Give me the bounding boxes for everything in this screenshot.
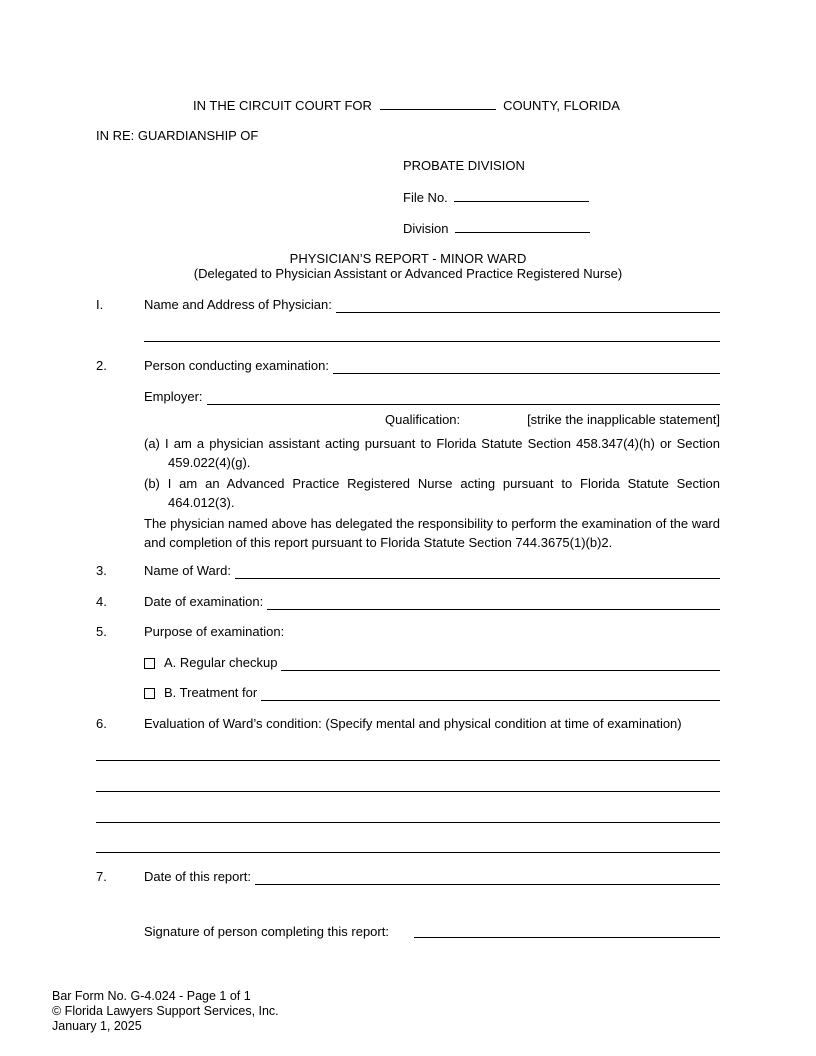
ward-name-field[interactable]	[235, 565, 720, 579]
physician-name-label: Name and Address of Physician:	[144, 297, 332, 312]
file-no-field[interactable]	[454, 189, 589, 202]
treatment-row	[144, 685, 720, 701]
employer-label: Employer:	[144, 389, 203, 404]
evaluation-label: Evaluation of Ward’s condition: (Specify mental and physical condition at time of examination)	[144, 716, 682, 731]
item-4-number: 4.	[96, 594, 107, 609]
item-1-number: I.	[96, 297, 104, 312]
regular-checkup-field[interactable]	[281, 657, 720, 671]
court-prefix: IN THE CIRCUIT COURT FOR	[193, 98, 372, 113]
exam-date-label: Date of examination:	[144, 594, 264, 609]
qualification-a: (a) I am a physician assistant acting pursuant to Florida Statute Section 458.347(4)(h) or Section 459.022(4)(g).	[144, 436, 720, 470]
item-7-number: 7.	[96, 869, 107, 884]
report-title: PHYSICIAN’S REPORT - MINOR WARD	[289, 251, 527, 266]
form-number: Bar Form No. G-4.024 - Page 1 of 1	[52, 989, 251, 1003]
regular-checkup-row	[144, 655, 720, 671]
court-heading	[193, 97, 620, 114]
county-field[interactable]	[380, 97, 496, 110]
exam-date-row	[144, 594, 720, 610]
employer-field[interactable]	[207, 391, 720, 405]
evaluation-line-2[interactable]	[96, 791, 720, 792]
treatment-field[interactable]	[261, 687, 720, 701]
regular-checkup-checkbox[interactable]	[144, 658, 155, 669]
physician-address-field[interactable]	[144, 341, 720, 342]
examiner-row	[144, 358, 720, 374]
item-5-number: 5.	[96, 624, 107, 639]
physician-name-row	[144, 297, 720, 313]
evaluation-line-3[interactable]	[96, 822, 720, 823]
signature-label: Signature of person completing this report:	[144, 924, 389, 939]
form-date: January 1, 2025	[52, 1019, 142, 1033]
report-subtitle: (Delegated to Physician Assistant or Advanced Practice Registered Nurse)	[193, 266, 623, 281]
report-date-field[interactable]	[255, 871, 720, 885]
report-date-label: Date of this report:	[144, 869, 251, 884]
physician-name-field[interactable]	[336, 299, 720, 313]
qualification-b: (b) I am an Advanced Practice Registered Nurse acting pursuant to Florida Statute Section 464.012(3).	[144, 476, 720, 510]
examiner-label: Person conducting examination:	[144, 358, 330, 373]
evaluation-line-1[interactable]	[96, 760, 720, 761]
treatment-label: B. Treatment for	[164, 685, 258, 700]
item-6-number: 6.	[96, 716, 107, 731]
employer-row	[144, 389, 720, 405]
ward-name-label: Name of Ward:	[144, 563, 231, 578]
qualification-label: Qualification:	[385, 412, 461, 427]
copyright: © Florida Lawyers Support Services, Inc.	[52, 1004, 279, 1018]
regular-checkup-label: A. Regular checkup	[164, 655, 278, 670]
strike-note: [strike the inapplicable statement]	[527, 412, 720, 427]
division-field[interactable]	[455, 220, 590, 233]
qualification-options	[144, 434, 720, 552]
court-suffix: COUNTY, FLORIDA	[503, 98, 620, 113]
treatment-checkbox[interactable]	[144, 688, 155, 699]
delegation-statement: The physician named above has delegated the responsibility to perform the examination of the ward and completion of this report pursuant to Florida Statute Section 744.3675(1)(b)2.	[144, 516, 720, 550]
evaluation-line-4[interactable]	[96, 852, 720, 853]
report-date-row	[144, 869, 720, 885]
exam-date-field[interactable]	[267, 596, 720, 610]
in-re-label: IN RE: GUARDIANSHIP OF	[96, 128, 259, 143]
item-3-number: 3.	[96, 563, 107, 578]
footer	[52, 989, 279, 1034]
file-no-label: File No.	[403, 190, 448, 205]
probate-division-label: PROBATE DIVISION	[403, 158, 525, 173]
examiner-field[interactable]	[333, 360, 720, 374]
file-no-row	[403, 189, 589, 206]
ward-name-row	[144, 563, 720, 579]
division-label: Division	[403, 221, 449, 236]
item-2-number: 2.	[96, 358, 107, 373]
signature-field[interactable]	[414, 937, 720, 938]
purpose-label: Purpose of examination:	[144, 624, 285, 639]
division-row	[403, 220, 590, 237]
